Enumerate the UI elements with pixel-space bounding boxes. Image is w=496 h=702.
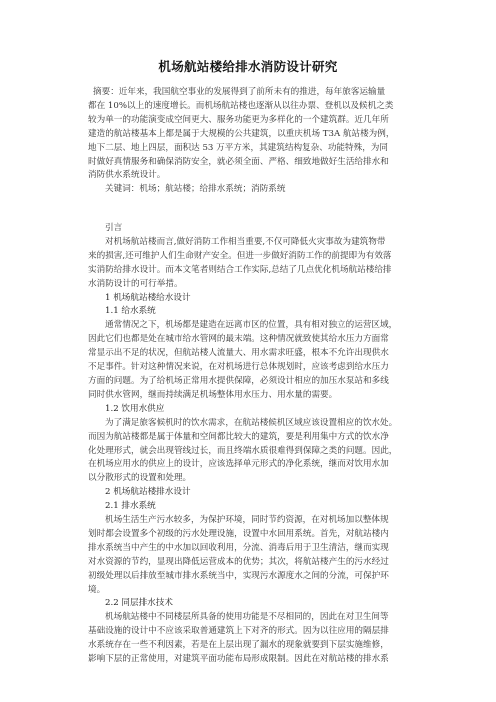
paragraph-line: 机场生活生产污水较多，为保护环境，同时节约资源，在对机场加以整体规 (105, 515, 389, 526)
paragraph-line: 不足事件。针对这种情况来说，在对机场进行总体规划时，应该考虑到给水压力 (88, 362, 389, 373)
paragraph-line: 实消防给排水设计。而本文笔者则结合工作实际,总结了几点优化机场航站楼给排 (88, 264, 392, 275)
section-heading: 1.1 给水系统 (105, 306, 156, 317)
document-title: 机场航站楼给排水消防设计研究 (158, 59, 338, 74)
paragraph-line: 境。 (88, 584, 106, 595)
abstract-block (88, 86, 418, 183)
paragraph-line: 为了满足旅客候机时的饮水需求，在航站楼候机区域应该设置相应的饮水处。 (105, 417, 398, 428)
abstract-line: 地下二层、地上四层，面积达 53 万平方米，其建筑结构复杂、功能特殊，为同 (88, 142, 388, 153)
paragraph-line: 来的损害,还可维护人们生命财产安全。但进一步做好消防工作的前提即为有效落 (88, 250, 392, 261)
paragraph-line: 因此它们也都是处在城市给水管网的最末端。这种情况就致使其给水压力方面常 (88, 334, 389, 345)
paragraph-line: 同时供水管网，继而持续满足机场整体用水压力、用水量的需要。 (88, 389, 338, 400)
paragraph-line: 水消防设计的可行举措。 (88, 278, 183, 289)
paragraph-line: 引言 (105, 223, 123, 233)
abstract-line: 摘要：近年来，我国航空事业的发展得到了前所未有的推进，每年旅客运输量 (93, 87, 386, 97)
paragraph-line: 对水资源的节约，显现出降低运营成本的优势；其次，将航站楼产生的污水经过 (88, 556, 389, 567)
abstract-line: 较为单一的功能演变成空间更大、服务功能更为多样化的一个建筑群。近几年所 (88, 114, 389, 125)
abstract-line: 消防供水系统设计。 (88, 170, 166, 181)
section-heading: 2.2 同层排水技术 (105, 598, 173, 609)
section-heading: 2.1 排水系统 (105, 501, 156, 512)
body-text-block (88, 222, 418, 667)
paragraph-line: 以分散形式的设置和处理。 (88, 473, 192, 484)
section-heading: 1.2 饮用水供应 (105, 403, 165, 414)
paragraph-line: 基础设施的设计中不应该采取普通建筑上下对齐的形式。因为以往应用的隔层排 (88, 626, 389, 637)
paragraph-line: 而因为航站楼都是属于体量和空间都比较大的建筑，要是利用集中方式的饮水净 (88, 431, 389, 442)
paragraph-line: 通常情况之下，机场都是建造在远离市区的位置，具有相对独立的运营区域， (105, 320, 398, 331)
abstract-line: 都在 10%以上的速度增长。而机场航站楼也逐渐从以往办票、登机以及候机之类 (88, 100, 394, 111)
paragraph-line: 机场航站楼中不同楼层所具备的使用功能是不尽相同的，因此在对卫生间等 (105, 612, 389, 623)
section-heading: 2 机场航站楼排水设计 (105, 487, 191, 498)
keywords-line: 关键词：机场；航站楼；给排水系统；消防系统 (105, 184, 286, 194)
paragraph-line: 常显示出不足的状况，但航站楼人流量大、用水需求旺盛，根本不允许出现供水 (88, 348, 389, 359)
abstract-line: 建造的航站楼基本上都是属于大规模的公共建筑，以重庆机场 T3A 航站楼为例， (88, 128, 395, 139)
paragraph-line: 对机场航站楼而言,做好消防工作相当重要,不仅可降低火灾事故为建筑物带 (105, 236, 386, 247)
section-heading: 1 机场航站楼给水设计 (105, 292, 191, 303)
paragraph-line: 划时都会设置多个初级的污水处理设施，设置中水回用系统。首先，对航站楼内 (88, 528, 389, 539)
paragraph-line: 初级处理以后排放至城市排水系统当中，实现污水源度水之间的分流，可保护环 (88, 570, 389, 581)
paragraph-line: 化处理形式，就会出现管线过长，而且终端水质很难得到保障之类的问题。因此， (88, 445, 398, 456)
keywords-block (88, 183, 418, 197)
paragraph-line: 在机场应用水的供应上的设计，应该选择单元形式的净化系统，继而对饮用水加 (88, 459, 389, 470)
paragraph-line: 水系统存在一些不利因素，若是在上层出现了漏水的现象就要到下层实施维修， (88, 640, 389, 651)
paragraph-line: 排水系统当中产生的中水加以回收利用，分流、消毒后用于卫生清洁，继而实现 (88, 542, 389, 553)
paragraph-line: 影响下层的正常使用，对建筑平面功能布局形成限制。因此在对航站楼的排水系 (88, 654, 389, 665)
paragraph-line: 方面的问题。为了给机场正常用水提供保障，必须设计相应的加压水泵站和多线 (88, 375, 389, 386)
abstract-line: 时做好真情服务和确保消防安全，就必须全面、严格、细致地做好生活给排水和 (88, 156, 389, 167)
